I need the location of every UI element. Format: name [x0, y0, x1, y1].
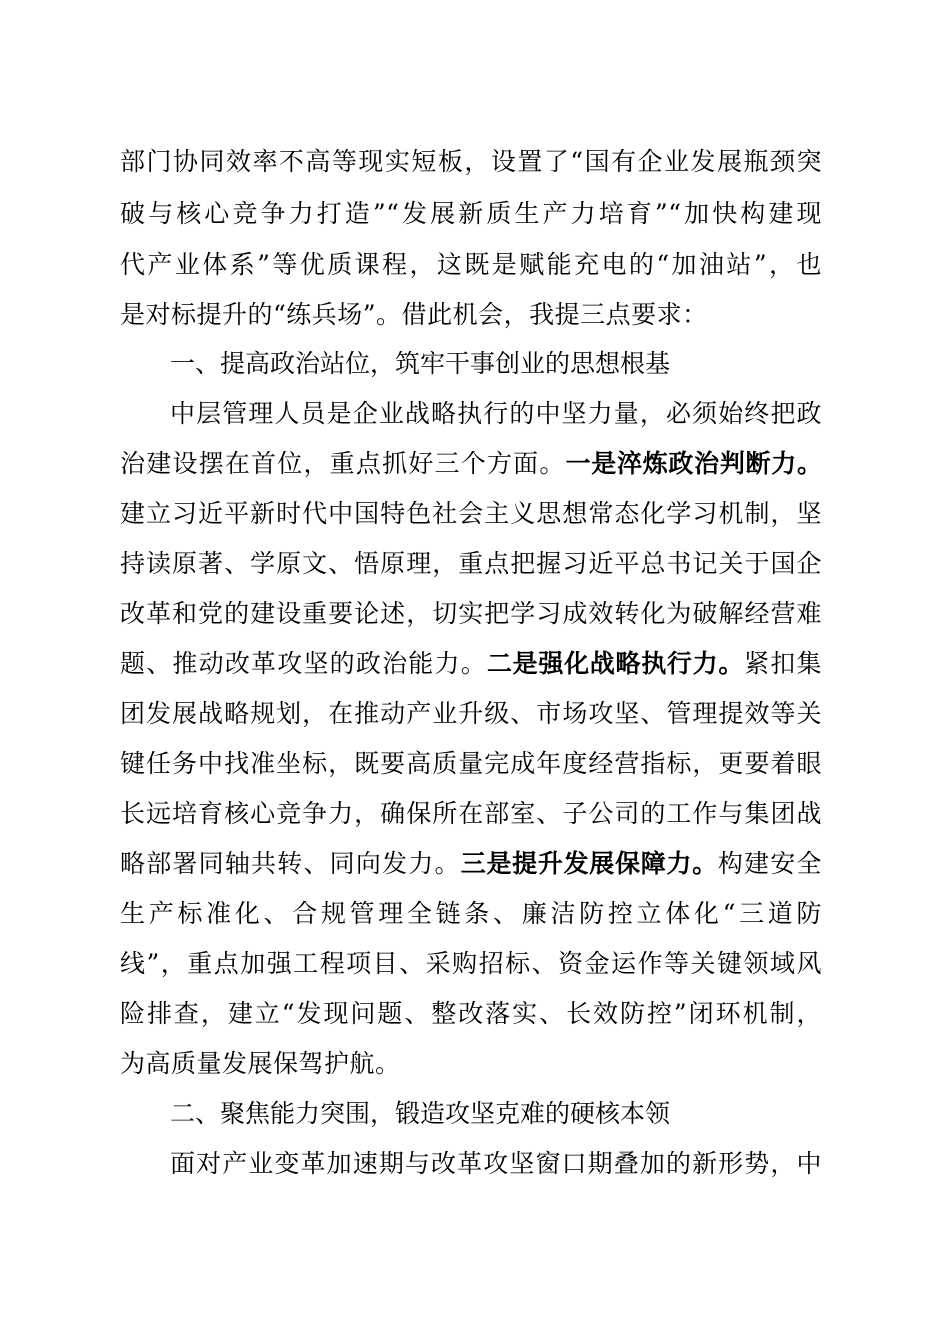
- intro-line-1: 部门协同效率不高等现实短板，设置了“国有企业发展瓶颈突: [120, 147, 822, 176]
- p1-line-3: 建立习近平新时代中国特色社会主义思想常态化学习机制，坚: [120, 499, 822, 528]
- p1-line-6: [120, 644, 822, 684]
- intro-line-4: 是对标提升的“练兵场”。借此机会，我提三点要求：: [120, 300, 708, 329]
- p1-line-4: 持读原著、学原文、悟原理，重点把握习近平总书记关于国企: [120, 549, 822, 578]
- p1-line-6-tail: 紧扣集: [744, 649, 822, 678]
- p1-line-14: 为高质量发展保驾护航。: [120, 1049, 401, 1078]
- section-heading-1: 一、提高政治站位，筑牢干事创业的思想根基: [170, 349, 671, 378]
- p1-line-10: [120, 844, 822, 884]
- p1-line-8: 键任务中找准坐标，既要高质量完成年度经营指标，更要着眼: [120, 749, 822, 778]
- p1-line-10-tail: 构建安全: [717, 849, 822, 878]
- p1-line-10-text: 略部署同轴共转、同向发力。: [120, 849, 461, 878]
- intro-line-3: 代产业体系”等优质课程，这既是赋能充电的“加油站”，也: [120, 250, 822, 279]
- intro-line-2: 破与核心竞争力打造”“发展新质生产力培育”“加快构建现: [120, 199, 822, 228]
- p1-line-2-text: 治建设摆在首位，重点抓好三个方面。: [120, 449, 566, 478]
- p1-line-5: 改革和党的建设重要论述，切实把学习成效转化为破解经营难: [120, 599, 822, 628]
- point-1-bold: 一是淬炼政治判断力。: [565, 449, 822, 478]
- p1-line-9: 长远培育核心竞争力，确保所在部室、子公司的工作与集团战: [120, 799, 822, 828]
- point-3-bold: 三是提升发展保障力。: [460, 849, 718, 878]
- section-heading-2: 二、聚焦能力突围，锻造攻坚克难的硬核本领: [170, 1099, 671, 1128]
- p1-line-6-text: 题、推动改革攻坚的政治能力。: [120, 649, 487, 678]
- p1-line-13: 险排查，建立“发现问题、整改落实、长效防控”闭环机制，: [120, 999, 822, 1028]
- p1-line-1: 中层管理人员是企业战略执行的中坚力量，必须始终把政: [170, 399, 822, 428]
- p2-line-1: 面对产业变革加速期与改革攻坚窗口期叠加的新形势，中: [170, 1149, 822, 1178]
- p1-line-12: 线”，重点加强工程项目、采购招标、资金运作等关键领域风: [120, 949, 822, 978]
- p1-line-7: 团发展战略规划，在推动产业升级、市场攻坚、管理提效等关: [120, 699, 822, 728]
- point-2-bold: 二是强化战略执行力。: [486, 649, 745, 678]
- p1-line-2: [120, 444, 822, 484]
- p1-line-11: 生产标准化、合规管理全链条、廉洁防控立体化“三道防: [120, 899, 822, 928]
